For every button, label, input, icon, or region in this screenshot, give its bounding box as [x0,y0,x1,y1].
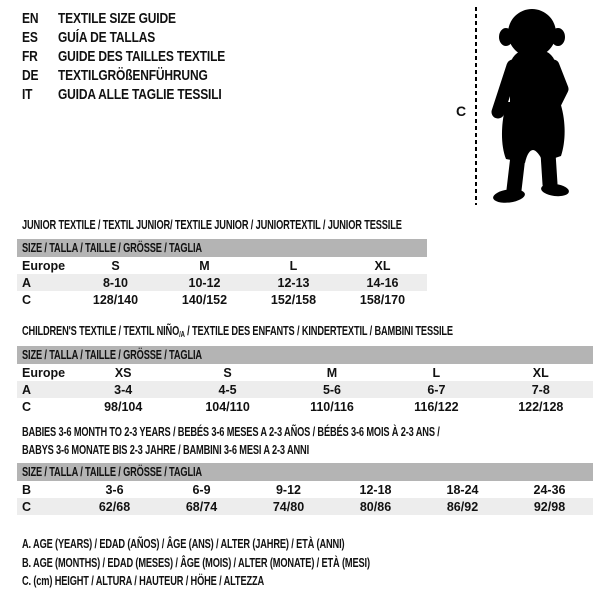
babies-size-table [17,463,593,515]
table-row [17,274,427,291]
size-cell: 24-36 [533,482,566,497]
size-cell: 3-6 [105,482,124,497]
language-code: IT [22,86,33,103]
size-cell: 9-12 [275,482,302,497]
language-code: ES [22,29,38,46]
size-cell: 80/86 [332,498,419,515]
size-cell: 6-7 [384,381,488,398]
size-cell: 122/128 [518,399,564,414]
size-cell: 128/140 [92,292,139,307]
language-row [22,9,267,28]
size-cell: XS [114,365,132,380]
size-cell: 140/152 [181,292,228,307]
language-title: TEXTILE SIZE GUIDE [58,10,176,27]
size-cell: 4-5 [175,381,279,398]
size-cell: XL [532,365,549,380]
size-cell: 14-16 [338,274,427,291]
language-row [22,85,267,104]
size-cell: 5-6 [280,381,384,398]
language-title-list [22,9,267,104]
language-row [22,28,267,47]
size-cell: M [199,258,210,273]
table-row [17,381,593,398]
footnote-legend [22,535,492,591]
size-cell: 10-12 [160,274,249,291]
table-row [17,257,427,274]
size-header-bar: SIZE / TALLA / TAILLE / GRÖSSE / TAGLIA [17,239,427,257]
size-cell: 8-10 [71,274,160,291]
children-size-table [17,346,593,415]
size-cell: 74/80 [245,498,332,515]
row-label-cell: A [17,381,71,398]
size-header-bar: SIZE / TALLA / TAILLE / GRÖSSE / TAGLIA [17,346,593,364]
size-cell: M [326,365,338,380]
size-cell: 6-9 [192,482,211,497]
language-row [22,66,267,85]
size-header-row [17,346,593,364]
language-code: EN [22,10,39,27]
footnote-a: A. AGE (YEARS) / EDAD (AÑOS) / ÂGE (ANS) / ALTER (JAHRE) / ETÀ (ANNI) [22,537,345,551]
row-label-cell: C [22,292,32,307]
size-cell: 86/92 [419,498,506,515]
size-cell: XL [374,258,391,273]
size-cell: 7-8 [489,381,593,398]
size-cell: 18-24 [446,482,479,497]
size-cell: 98/104 [104,399,143,414]
size-cell: 12-13 [249,274,338,291]
height-measure-line [475,7,477,205]
size-cell: 110/116 [310,399,354,414]
size-header-bar: SIZE / TALLA / TAILLE / GRÖSSE / TAGLIA [17,463,593,481]
table-row [17,481,593,498]
size-cell: 92/98 [506,498,593,515]
size-cell: 116/122 [414,399,459,414]
height-measure-label: C [456,103,467,119]
language-title: GUIDE DES TAILLES TEXTILE [58,48,226,65]
size-header-row [17,239,427,257]
size-cell: L [432,365,441,380]
footnote-c: C. (cm) HEIGHT / ALTURA / HAUTEUR / HÖHE / ALTEZZA [22,574,265,588]
size-cell: 152/158 [270,292,317,307]
size-cell: 158/170 [359,292,406,307]
table-row [17,498,593,515]
toddler-silhouette-icon [482,6,584,206]
language-row [22,47,267,66]
table-row [17,291,427,308]
language-title: TEXTILGRÖßENFÜHRUNG [58,67,208,84]
size-header-row [17,463,593,481]
size-cell: S [223,365,232,380]
language-title: GUIDA ALLE TAGLIE TESSILI [58,86,222,103]
row-label-cell: C [17,498,71,515]
row-label-cell: Europe [22,365,66,380]
row-label-cell: Europe [22,258,66,273]
babies-section-title: BABIES 3-6 MONTH TO 2-3 YEARS / BEBÉS 3-6 MESES A 2-3 AÑOS / BÉBÉS 3-6 MOIS À 2-3 ANS / BABYS 3-6 MONATE BIS 2-3 JAHRE / BAMBINI 3-6 MESI A 2-3 ANNI [22,425,440,457]
size-cell: 62/68 [71,498,158,515]
row-label-cell: B [22,482,32,497]
size-cell: 68/74 [158,498,245,515]
size-cell: 3-4 [71,381,175,398]
size-cell: S [111,258,120,273]
footnote-b: B. AGE (MONTHS) / EDAD (MESES) / ÂGE (MOIS) / ALTER (MONATE) / ETÀ (MESI) [22,555,370,570]
children-section-title: CHILDREN'S TEXTILE / TEXTIL NIÑO/A / TEXTILE DES ENFANTS / KINDERTEXTIL / BAMBINI TESSILE [22,324,453,339]
size-cell: 104/110 [205,399,250,414]
size-cell: 12-18 [359,482,392,497]
table-row [17,398,593,415]
size-cell: L [289,258,298,273]
junior-section-title: JUNIOR TEXTILE / TEXTIL JUNIOR/ TEXTILE JUNIOR / JUNIORTEXTIL / JUNIOR TESSILE [22,218,402,232]
language-code: FR [22,48,38,65]
row-label-cell: A [17,274,71,291]
table-row [17,364,593,381]
row-label-cell: C [22,399,32,414]
language-title: GUÍA DE TALLAS [58,29,156,46]
junior-size-table [17,239,427,308]
language-code: DE [22,67,39,84]
